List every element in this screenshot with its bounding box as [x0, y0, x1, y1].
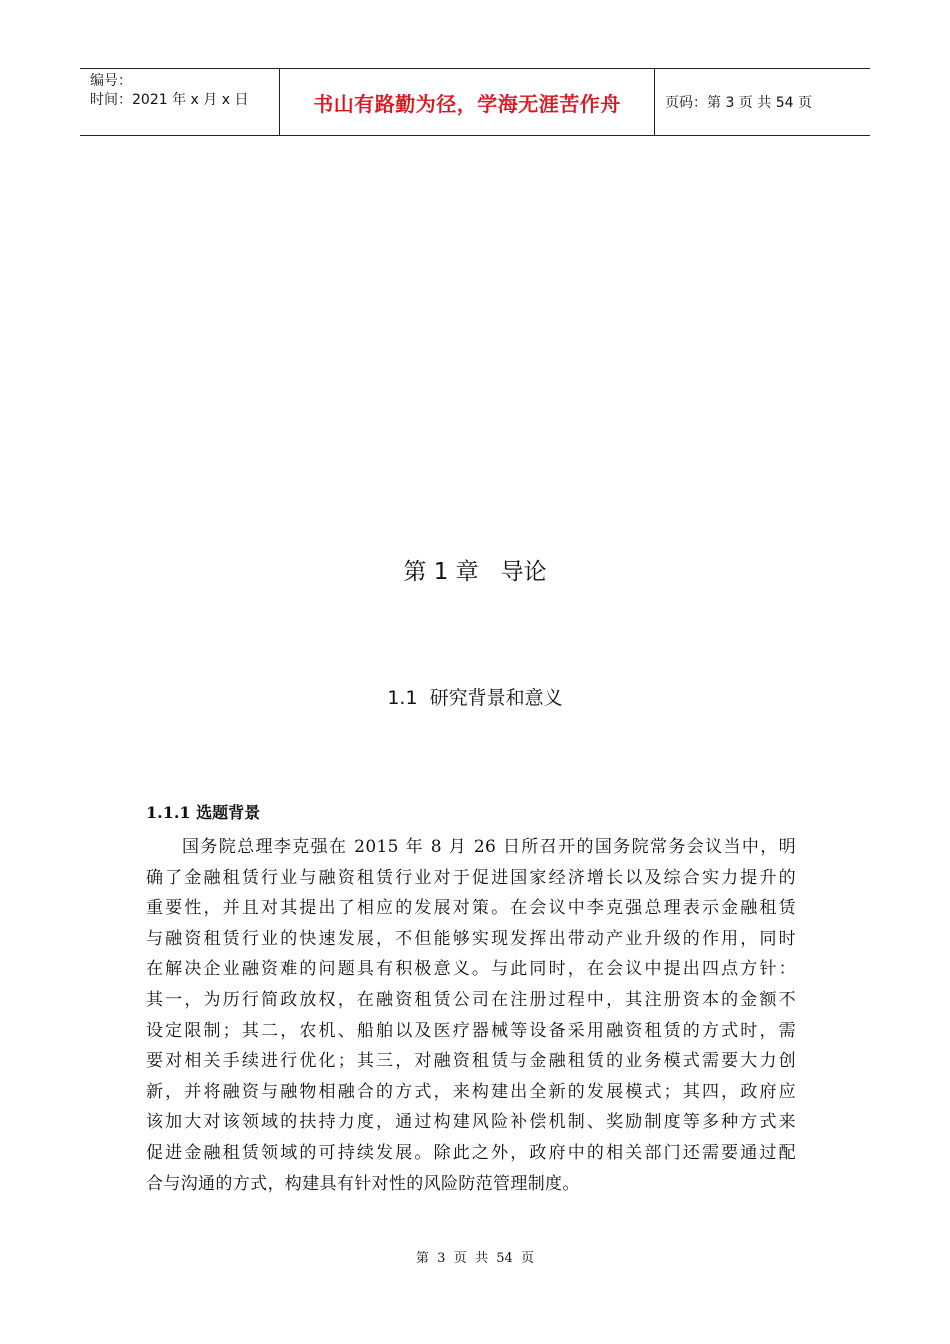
- body-line: 重要性，并且对其提出了相应的发展对策。在会议中李克强总理表示金融租赁: [146, 898, 796, 919]
- body-line: 其一，为历行简政放权，在融资租赁公司在注册过程中，其注册资本的金额不: [146, 989, 796, 1010]
- page-header: [80, 68, 870, 136]
- document-number-label: 编号：: [90, 73, 132, 89]
- body-line: 合与沟通的方式，构建具有针对性的风险防范管理制度。: [146, 1173, 580, 1194]
- body-line: 与融资租赁行业的快速发展，不但能够实现发挥出带动产业升级的作用，同时: [146, 928, 796, 949]
- header-page-cell: [655, 69, 870, 135]
- document-date: 时间：2021 年 x 月 x 日: [90, 92, 249, 108]
- header-motto: 书山有路勤为径，学海无涯苦作舟: [313, 91, 621, 116]
- page-footer: 第 3 页 共 54 页: [415, 1251, 535, 1266]
- body-line: 在解决企业融资难的问题具有积极意义。与此同时，在会议中提出四点方针：: [146, 959, 796, 980]
- body-line: 确了金融租赁行业与融资租赁行业对于促进国家经济增长以及综合实力提升的: [146, 867, 796, 888]
- body-line: 该加大对该领域的扶持力度，通过构建风险补偿机制、奖励制度等多种方式来: [146, 1112, 796, 1133]
- body-line: 新，并将融资与融物相融合的方式，来构建出全新的发展模式；其四，政府应: [146, 1081, 796, 1102]
- header-info-cell: [80, 69, 280, 135]
- body-line: 促进金融租赁领域的可持续发展。除此之外，政府中的相关部门还需要通过配: [146, 1142, 796, 1163]
- chapter-title: 第 1 章 导论: [403, 559, 547, 585]
- header-page-code: 页码：第 3 页 共 54 页: [665, 95, 812, 111]
- body-paragraph: [146, 832, 796, 1199]
- body-line: 要对相关手续进行优化；其三，对融资租赁与金融租赁的业务模式需要大力创: [146, 1051, 796, 1072]
- header-motto-cell: [280, 69, 655, 135]
- body-line: 国务院总理李克强在 2015 年 8 月 26 日所召开的国务院常务会议当中，明: [182, 837, 796, 857]
- body-line: 设定限制；其二，农机、船舶以及医疗器械等设备采用融资租赁的方式时，需: [146, 1020, 796, 1041]
- section-title: 1.1 研究背景和意义: [387, 687, 563, 709]
- subsection-title: 1.1.1 选题背景: [146, 803, 261, 822]
